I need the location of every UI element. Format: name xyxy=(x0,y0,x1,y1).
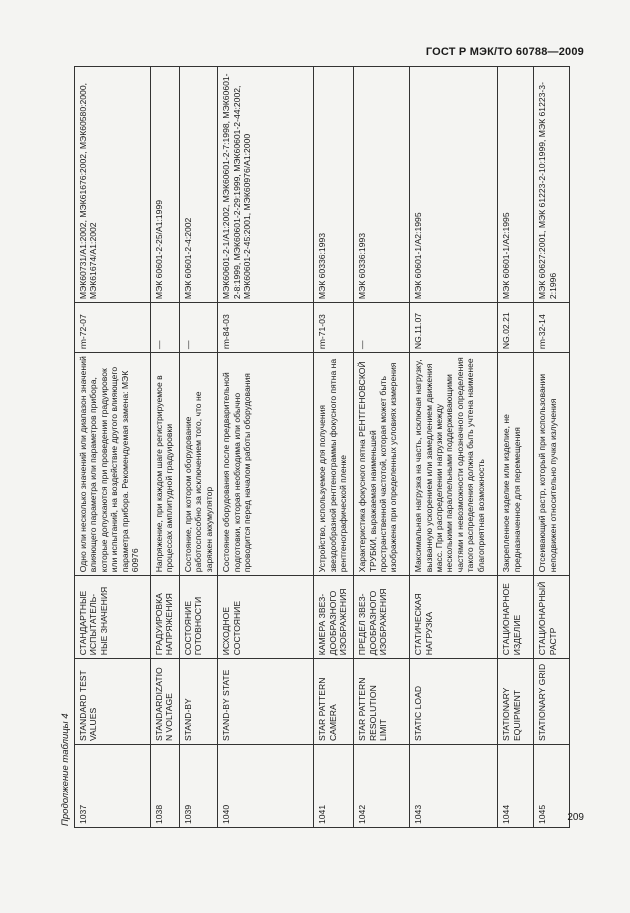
term-code: rm-32-14 xyxy=(534,303,570,353)
table-row xyxy=(151,67,180,828)
term-reference: МЭК60601-2-1/А1:2002, МЭК60601-2-7:1998, МЭК60601-2-8:1999, МЭК60601-2-29:1999, МЭК60601-2-44:2002, МЭК60601-2-45:2001, МЭК60976/А1:2000 xyxy=(218,67,314,303)
row-number: 1042 xyxy=(354,745,410,828)
row-number: 1039 xyxy=(180,745,218,828)
term-code: rm-84-03 xyxy=(218,303,314,353)
term-ru: КАМЕРА ЗВЕЗДООБРАЗНОГО ИЗОБРАЖЕНИЯ xyxy=(314,576,354,659)
term-code: NG.02.21 xyxy=(498,303,534,353)
term-en: STAND-BY STATE xyxy=(218,659,314,745)
page-number: 209 xyxy=(567,812,584,823)
term-ru: СТАНДАРТНЫЕ ИСПЫТАТЕЛЬНЫЕ ЗНАЧЕНИЯ xyxy=(75,576,151,659)
term-definition: Максимальная нагрузка на часть, исключая нагрузку, вызванную ускорением или замедлением движения масс. При распределении нагрузки между несколькими параллельными поддерживающими частями и невозможности однозначного определения такого распределения должна быть учтена наименее благоприятная возможность xyxy=(410,353,498,576)
term-ru: ПРЕДЕЛ ЗВЕЗДООБРАЗНОГО ИЗОБРАЖЕНИЯ xyxy=(354,576,410,659)
term-ru: СТАЦИОНАРНЫЙ РАСТР xyxy=(534,576,570,659)
table-row xyxy=(180,67,218,828)
term-code: rm-71-03 xyxy=(314,303,354,353)
term-reference: МЭК 60601-1/А2:1995 xyxy=(498,67,534,303)
rotated-table-block xyxy=(60,66,592,828)
term-ru: СТАЦИОНАРНОЕ ИЗДЕЛИЕ xyxy=(498,576,534,659)
table-row xyxy=(498,67,534,828)
term-definition: Устройство, используемое для получения звездообразной рентгенограммы фокусного пятна на рентгенографической пленке xyxy=(314,353,354,576)
table-row xyxy=(410,67,498,828)
term-definition: Характеристика фокусного пятна РЕНТГЕНОВСКОЙ ТРУБКИ, выражаемая наименьшей пространственной частотой, которая может быть изображена при определенных условиях измерения xyxy=(354,353,410,576)
term-en: STATIONARY GRID xyxy=(534,659,570,745)
table-row xyxy=(354,67,410,828)
term-en: STAND-BY xyxy=(180,659,218,745)
term-definition: Закрепленное изделие или изделие, не предназначенное для перемещения xyxy=(498,353,534,576)
row-number: 1044 xyxy=(498,745,534,828)
term-code: — xyxy=(151,303,180,353)
table-row xyxy=(218,67,314,828)
terms-table xyxy=(74,66,570,828)
term-en: STANDARD TEST VALUES xyxy=(75,659,151,745)
document-header: ГОСТ Р МЭК/ТО 60788—2009 xyxy=(425,46,584,58)
continuation-caption: Продолжение таблицы 4 xyxy=(60,713,71,826)
term-en: STANDARDIZATION VOLTAGE xyxy=(151,659,180,745)
term-reference: МЭК60731/А1:2002, МЭК61676:2002, МЭК60580:2000, МЭК61674/А1:2002 xyxy=(75,67,151,303)
term-ru: ГРАДУИРОВКА НАПРЯЖЕНИЯ xyxy=(151,576,180,659)
term-en: STATIONARY EQUIPMENT xyxy=(498,659,534,745)
term-reference: МЭК 60601-1/А2:1995 xyxy=(410,67,498,303)
term-definition: Состояние оборудования после предварительной подготовки, которая необходима или обычно проводится перед началом работы оборудования xyxy=(218,353,314,576)
term-reference: МЭК 60336:1993 xyxy=(314,67,354,303)
term-code: — xyxy=(354,303,410,353)
row-number: 1038 xyxy=(151,745,180,828)
row-number: 1037 xyxy=(75,745,151,828)
term-definition: Состояние, при котором оборудование работоспособно за исключением того, что не заряжен аккумулятор xyxy=(180,353,218,576)
term-code: NG.11.07 xyxy=(410,303,498,353)
term-code: rm-72-07 xyxy=(75,303,151,353)
term-ru: СТАТИЧЕСКАЯ НАГРУЗКА xyxy=(410,576,498,659)
table-row xyxy=(534,67,570,828)
term-code: — xyxy=(180,303,218,353)
term-reference: МЭК 60601-2-25/А1:1999 xyxy=(151,67,180,303)
row-number: 1043 xyxy=(410,745,498,828)
term-reference: МЭК 60627:2001, МЭК 61223-2-10:1999, МЭК 61223-3-2:1996 xyxy=(534,67,570,303)
term-en: STAR PATTERN RESOLUTION LIMIT xyxy=(354,659,410,745)
table-row xyxy=(314,67,354,828)
row-number: 1045 xyxy=(534,745,570,828)
term-reference: МЭК 60601-2-4:2002 xyxy=(180,67,218,303)
term-definition: Одно или несколько значений или диапазон значений влияющего параметра или параметров прибора, которые допускаются при проведении градуировок или испытаний, на воздействие другого влияющего параметра прибора. Рекомендуемая замена: МЭК 60976 xyxy=(75,353,151,576)
term-definition: Отсеивающий растр, который при использовании неподвижен относительно пучка излучения xyxy=(534,353,570,576)
row-number: 1041 xyxy=(314,745,354,828)
term-en: STAR PATTERN CAMERA xyxy=(314,659,354,745)
term-reference: МЭК 60336:1993 xyxy=(354,67,410,303)
term-definition: Напряжение, при каждом шаге регистрируемое в процессах амплитудной градуировки xyxy=(151,353,180,576)
table-row xyxy=(75,67,151,828)
row-number: 1040 xyxy=(218,745,314,828)
term-ru: СОСТОЯНИЕ ГОТОВНОСТИ xyxy=(180,576,218,659)
term-ru: ИСХОДНОЕ СОСТОЯНИЕ xyxy=(218,576,314,659)
term-en: STATIC LOAD xyxy=(410,659,498,745)
